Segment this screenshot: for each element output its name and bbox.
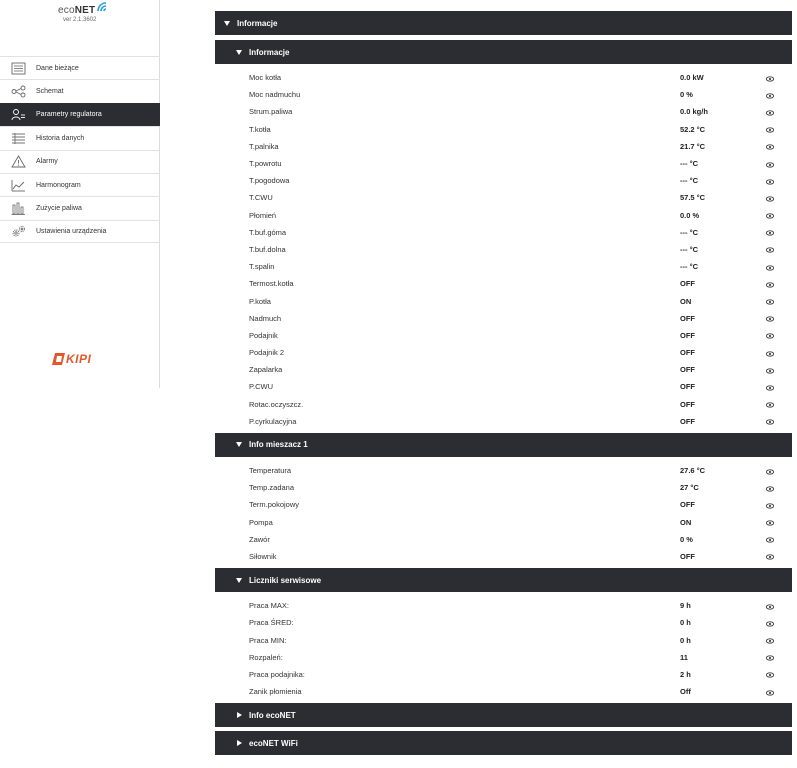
section-rows (215, 592, 792, 703)
eye-icon[interactable] (766, 401, 774, 407)
param-value: --- °C (680, 176, 698, 186)
param-row (215, 327, 792, 344)
eye-icon[interactable] (766, 161, 774, 167)
param-label: Rotac.oczyszcz. (249, 399, 304, 409)
section-header-main[interactable] (215, 11, 792, 35)
sidebar-item-label: Schemat (36, 88, 64, 96)
econet-logo (0, 0, 160, 40)
param-value: --- °C (680, 159, 698, 169)
section-rows (215, 64, 792, 433)
param-value: OFF (680, 365, 695, 375)
eye-icon[interactable] (766, 485, 774, 491)
param-value: 0.0 % (680, 210, 700, 220)
param-value: --- °C (680, 227, 698, 237)
param-label: Zanik płomienia (249, 687, 302, 697)
param-label: Term.pokojowy (249, 500, 300, 510)
section-header[interactable] (215, 568, 792, 592)
param-value: OFF (680, 551, 695, 561)
param-label: Rozpaleń: (249, 652, 283, 662)
param-row (215, 292, 792, 309)
param-row (215, 121, 792, 138)
param-row (215, 207, 792, 224)
eye-icon[interactable] (766, 315, 774, 321)
param-label: P.CWU (249, 382, 274, 392)
param-value: --- °C (680, 262, 698, 272)
sidebar-item-user-settings[interactable] (0, 103, 160, 126)
eye-icon[interactable] (766, 418, 774, 424)
param-label: Zapalarka (249, 365, 283, 375)
eye-icon[interactable] (766, 519, 774, 525)
param-row (215, 631, 792, 648)
history-icon (0, 127, 36, 149)
param-label: T.buf.góma (249, 227, 287, 237)
sidebar-item-history[interactable] (0, 126, 160, 149)
param-row (215, 496, 792, 513)
param-row (215, 396, 792, 413)
eye-icon[interactable] (766, 212, 774, 218)
param-value: 0.0 kW (680, 73, 704, 83)
param-label: Pompa (249, 517, 273, 527)
param-value: ON (680, 517, 692, 527)
section-header[interactable] (215, 703, 792, 727)
param-row (215, 138, 792, 155)
param-label: T.CWU (249, 193, 273, 203)
param-label: Podajnik 2 (249, 348, 285, 358)
param-row (215, 462, 792, 479)
eye-icon[interactable] (766, 281, 774, 287)
wifi-icon (96, 1, 112, 13)
param-label: Praca podajnika: (249, 669, 305, 679)
param-label: Zawór (249, 534, 270, 544)
param-label: Praca ŚRED: (249, 618, 294, 628)
param-row (215, 241, 792, 258)
param-row (215, 413, 792, 430)
eye-icon[interactable] (766, 350, 774, 356)
main-panel (215, 11, 792, 759)
section-title: Info ecoNET (249, 710, 296, 720)
param-label: P.cyrkulacyjna (249, 416, 297, 426)
sidebar-item-warning[interactable] (0, 150, 160, 173)
eye-icon[interactable] (766, 332, 774, 338)
section-title: Info mieszacz 1 (249, 440, 308, 450)
param-value: 0 h (680, 635, 691, 645)
eye-icon[interactable] (766, 109, 774, 115)
eye-icon[interactable] (766, 603, 774, 609)
param-label: T.kotła (249, 124, 271, 134)
param-label: Praca MAX: (249, 601, 290, 611)
param-value: 52.2 °C (680, 124, 706, 134)
kipi-text: KIPI (66, 352, 92, 366)
chevron-right-icon (235, 739, 243, 747)
section-header[interactable] (215, 40, 792, 64)
eye-icon[interactable] (766, 298, 774, 304)
param-value: 9 h (680, 601, 691, 611)
fuel-icon (0, 197, 36, 219)
schema-icon (0, 80, 36, 102)
eye-icon[interactable] (766, 620, 774, 626)
eye-icon[interactable] (766, 502, 774, 508)
chevron-right-icon (235, 711, 243, 719)
param-label: T.powrotu (249, 159, 282, 169)
eye-icon[interactable] (766, 384, 774, 390)
param-label: P.kotła (249, 296, 271, 306)
section-header[interactable] (215, 731, 792, 755)
logo-text: ecoNET (58, 5, 96, 16)
param-row (215, 224, 792, 241)
param-value: OFF (680, 399, 695, 409)
sidebar-item-label: Alarmy (36, 158, 58, 166)
eye-icon[interactable] (766, 264, 774, 270)
param-row (215, 310, 792, 327)
param-label: Nadmuch (249, 313, 282, 323)
param-row (215, 86, 792, 103)
param-label: T.palnika (249, 141, 279, 151)
monitor-icon (0, 57, 36, 79)
param-row (215, 548, 792, 565)
param-value: 27 °C (680, 483, 699, 493)
sidebar-item-label: Parametry regulatora (36, 111, 102, 119)
param-row (215, 649, 792, 666)
param-value: 0 h (680, 618, 691, 628)
sidebar-item-label: Zużycie paliwa (36, 205, 82, 213)
param-label: T.spalin (249, 262, 275, 272)
param-row (215, 614, 792, 631)
chevron-down-icon (235, 441, 243, 449)
param-value: 27.6 °C (680, 466, 706, 476)
param-label: Płomień (249, 210, 277, 220)
section-header[interactable] (215, 433, 792, 457)
param-value: 57.5 °C (680, 193, 706, 203)
eye-icon[interactable] (766, 689, 774, 695)
gears-icon (0, 221, 36, 242)
eye-icon[interactable] (766, 468, 774, 474)
param-row (215, 69, 792, 86)
eye-icon[interactable] (766, 246, 774, 252)
chevron-down-icon (235, 48, 243, 56)
param-label: Moc nadmuchu (249, 90, 301, 100)
eye-icon[interactable] (766, 553, 774, 559)
sidebar-item-schema[interactable] (0, 79, 160, 102)
param-row (215, 597, 792, 614)
eye-icon[interactable] (766, 195, 774, 201)
sidebar-item-label: Harmonogram (36, 181, 81, 189)
sidebar-nav (0, 56, 160, 243)
param-row (215, 683, 792, 700)
param-row (215, 361, 792, 378)
eye-icon[interactable] (766, 671, 774, 677)
eye-icon[interactable] (766, 229, 774, 235)
param-label: Termost.kotła (249, 279, 294, 289)
param-value: 0.0 kg/h (680, 107, 708, 117)
param-value: OFF (680, 279, 695, 289)
sidebar-item-label: Ustawienia urządzenia (36, 227, 107, 235)
param-label: T.buf.dolna (249, 244, 286, 254)
section-rows (215, 457, 792, 568)
param-value: OFF (680, 313, 695, 323)
eye-icon[interactable] (766, 178, 774, 184)
param-value: OFF (680, 416, 695, 426)
sections (215, 40, 792, 759)
sidebar-item-fuel[interactable] (0, 196, 160, 219)
eye-icon[interactable] (766, 637, 774, 643)
chevron-down-icon (235, 576, 243, 584)
param-value: ON (680, 296, 692, 306)
chart-icon (0, 174, 36, 196)
warning-icon (0, 151, 36, 173)
param-row (215, 514, 792, 531)
param-value: 0 % (680, 534, 693, 544)
param-row (215, 479, 792, 496)
eye-icon[interactable] (766, 654, 774, 660)
param-row (215, 531, 792, 548)
sidebar-item-label: Historia danych (36, 134, 85, 142)
param-value: --- °C (680, 244, 698, 254)
param-label: Temperatura (249, 466, 292, 476)
sidebar-item-monitor[interactable] (0, 56, 160, 79)
param-label: Strum.paliwa (249, 107, 293, 117)
param-label: Siłownik (249, 551, 277, 561)
param-value: Off (680, 687, 691, 697)
param-value: 2 h (680, 669, 691, 679)
sidebar-item-label: Dane bieżące (36, 64, 79, 72)
eye-icon[interactable] (766, 75, 774, 81)
param-row (215, 189, 792, 206)
param-value: OFF (680, 382, 695, 392)
eye-icon[interactable] (766, 126, 774, 132)
user-settings-icon (0, 104, 36, 126)
param-label: Podajnik (249, 330, 278, 340)
param-label: Temp.zadana (249, 483, 295, 493)
sidebar-item-gears[interactable] (0, 220, 160, 243)
eye-icon[interactable] (766, 367, 774, 373)
param-value: 21.7 °C (680, 141, 706, 151)
param-row (215, 275, 792, 292)
sidebar (0, 0, 160, 388)
chevron-down-icon (223, 19, 231, 27)
kipi-mark-icon (52, 353, 65, 365)
section-title: Informacje (237, 18, 278, 28)
eye-icon[interactable] (766, 536, 774, 542)
eye-icon[interactable] (766, 92, 774, 98)
eye-icon[interactable] (766, 143, 774, 149)
kipi-logo (52, 352, 91, 366)
section-title: Informacje (249, 47, 290, 57)
param-label: Praca MIN: (249, 635, 287, 645)
param-row (215, 666, 792, 683)
param-value: OFF (680, 330, 695, 340)
sidebar-item-chart[interactable] (0, 173, 160, 196)
param-row (215, 378, 792, 395)
param-row (215, 344, 792, 361)
param-row (215, 258, 792, 275)
param-label: Moc kotła (249, 73, 282, 83)
param-row (215, 155, 792, 172)
param-value: 0 % (680, 90, 693, 100)
param-row (215, 172, 792, 189)
param-value: OFF (680, 348, 695, 358)
section-title: Liczniki serwisowe (249, 575, 322, 585)
section-title: ecoNET WiFi (249, 738, 298, 748)
param-value: 11 (680, 652, 688, 662)
param-value: OFF (680, 500, 695, 510)
param-row (215, 103, 792, 120)
version-label: ver 2.1.3602 (63, 17, 97, 23)
param-label: T.pogodowa (249, 176, 290, 186)
